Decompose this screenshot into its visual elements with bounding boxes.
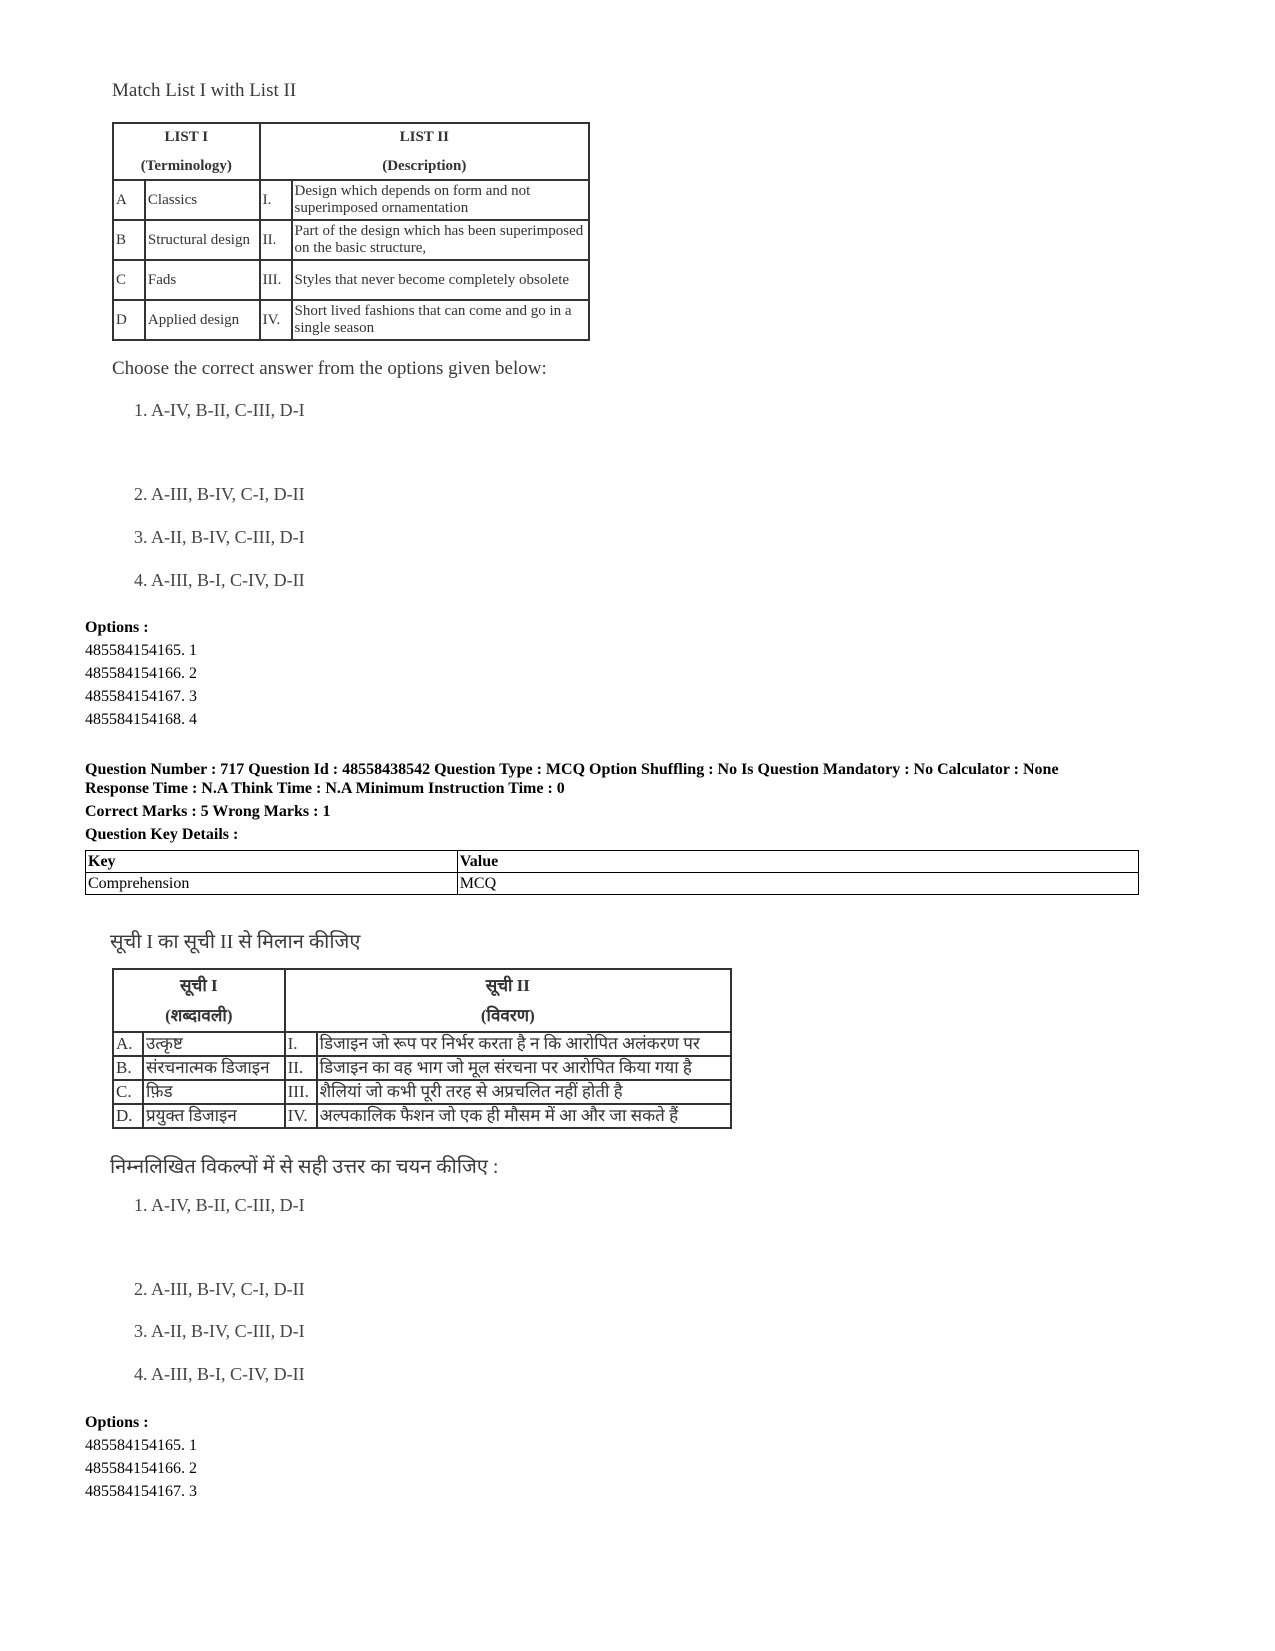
q2-row-numeral: III. [285, 1080, 317, 1104]
q1-row [113, 180, 589, 220]
q1-intro: Match List I with List II [112, 80, 297, 101]
value-cell: MCQ [457, 873, 1138, 895]
q2-option-3: 485584154167. 3 [85, 1483, 197, 1500]
q1-list2-title: LIST II [399, 128, 449, 145]
q1-option-4: 485584154168. 4 [85, 711, 197, 728]
q1-row [113, 220, 589, 260]
q1-list2-subtitle: (Description) [382, 157, 467, 174]
q1-option-2: 485584154166. 2 [85, 665, 197, 682]
q2-list2-title: सूची II [485, 975, 530, 995]
q1-row-letter: B [113, 220, 145, 260]
q2-list1-title: सूची I [180, 975, 218, 995]
q1-row-numeral: II. [260, 220, 292, 260]
q1-choose-text: Choose the correct answer from the options given below: [112, 358, 547, 379]
value-header: Value [457, 851, 1138, 873]
q1-options-label: Options : [85, 619, 149, 636]
q1-option-1: 485584154165. 1 [85, 642, 197, 659]
q1-row-desc: Styles that never become completely obsolete [292, 260, 589, 300]
q2-row-letter: B. [113, 1056, 143, 1080]
q2-list2-header [285, 969, 731, 1032]
q1-answer-1: 1. A-IV, B-II, C-III, D-I [134, 400, 305, 420]
q1-row-numeral: I. [260, 180, 292, 220]
q2-row [113, 1056, 731, 1080]
q2-answer-1: 1. A-IV, B-II, C-III, D-I [134, 1195, 305, 1215]
q2-intro: सूची I का सूची II से मिलान कीजिए [110, 931, 361, 953]
q2-row-letter: C. [113, 1080, 143, 1104]
q1-list1-header [113, 123, 260, 180]
q2-row-term: उत्कृष्ट [143, 1032, 285, 1056]
question-key-table [85, 850, 1139, 895]
q1-row-numeral: IV. [260, 300, 292, 340]
q2-option-1: 485584154165. 1 [85, 1437, 197, 1454]
q2-match-table [112, 968, 732, 1129]
q2-list2-subtitle: (विवरण) [480, 1005, 535, 1025]
q2-row-numeral: IV. [285, 1104, 317, 1128]
q2-choose-text: निम्नलिखित विकल्पों में से सही उत्तर का चयन कीजिए : [110, 1156, 499, 1178]
q2-list1-subtitle: (शब्दावली) [165, 1005, 233, 1025]
q1-row-letter: A [113, 180, 145, 220]
key-header: Key [86, 851, 458, 873]
q1-row-term: Structural design [145, 220, 260, 260]
q2-row-term: संरचनात्मक डिजाइन [143, 1056, 285, 1080]
q1-row-numeral: III. [260, 260, 292, 300]
question-meta-line1: Question Number : 717 Question Id : 48558438542 Question Type : MCQ Option Shuffling : No Is Question Mandatory : No Calculator : None [85, 761, 1059, 778]
q2-list1-header [113, 969, 285, 1032]
q1-answer-4: 4. A-III, B-I, C-IV, D-II [134, 570, 305, 590]
q1-option-3: 485584154167. 3 [85, 688, 197, 705]
q1-row-term: Fads [145, 260, 260, 300]
q1-row-letter: C [113, 260, 145, 300]
q2-row-desc: अल्पकालिक फैशन जो एक ही मौसम में आ और जा सकते हैं [317, 1104, 731, 1128]
q1-answer-3: 3. A-II, B-IV, C-III, D-I [134, 527, 305, 547]
q1-row [113, 300, 589, 340]
q1-match-table [112, 122, 590, 341]
q1-row-term: Classics [145, 180, 260, 220]
q1-list2-header [260, 123, 589, 180]
q1-row-letter: D [113, 300, 145, 340]
q2-answer-4: 4. A-III, B-I, C-IV, D-II [134, 1364, 305, 1384]
q2-row-letter: A. [113, 1032, 143, 1056]
q2-row [113, 1104, 731, 1128]
q2-options-label: Options : [85, 1414, 149, 1431]
q2-row [113, 1080, 731, 1104]
question-key-details-label: Question Key Details : [85, 826, 239, 843]
q2-row-desc: डिजाइन जो रूप पर निर्भर करता है न कि आरोपित अलंकरण पर [317, 1032, 731, 1056]
q2-answer-2: 2. A-III, B-IV, C-I, D-II [134, 1279, 305, 1299]
question-marks: Correct Marks : 5 Wrong Marks : 1 [85, 803, 331, 820]
q1-row [113, 260, 589, 300]
key-cell: Comprehension [86, 873, 458, 895]
q2-row-numeral: II. [285, 1056, 317, 1080]
q2-row-letter: D. [113, 1104, 143, 1128]
q2-row-term: फ़िड [143, 1080, 285, 1104]
q1-row-desc: Short lived fashions that can come and go in a single season [292, 300, 589, 340]
q2-option-2: 485584154166. 2 [85, 1460, 197, 1477]
q2-row-numeral: I. [285, 1032, 317, 1056]
q2-answer-3: 3. A-II, B-IV, C-III, D-I [134, 1321, 305, 1341]
q1-row-desc: Design which depends on form and not superimposed ornamentation [292, 180, 589, 220]
q2-row-term: प्रयुक्त डिजाइन [143, 1104, 285, 1128]
q1-list1-subtitle: (Terminology) [140, 157, 232, 174]
q1-row-term: Applied design [145, 300, 260, 340]
q1-row-desc: Part of the design which has been superimposed on the basic structure, [292, 220, 589, 260]
question-meta-line2: Response Time : N.A Think Time : N.A Minimum Instruction Time : 0 [85, 780, 565, 797]
q2-row [113, 1032, 731, 1056]
q1-list1-title: LIST I [164, 128, 209, 145]
q2-row-desc: शैलियां जो कभी पूरी तरह से अप्रचलित नहीं होती है [317, 1080, 731, 1104]
q1-answer-2: 2. A-III, B-IV, C-I, D-II [134, 484, 305, 504]
q2-row-desc: डिजाइन का वह भाग जो मूल संरचना पर आरोपित किया गया है [317, 1056, 731, 1080]
